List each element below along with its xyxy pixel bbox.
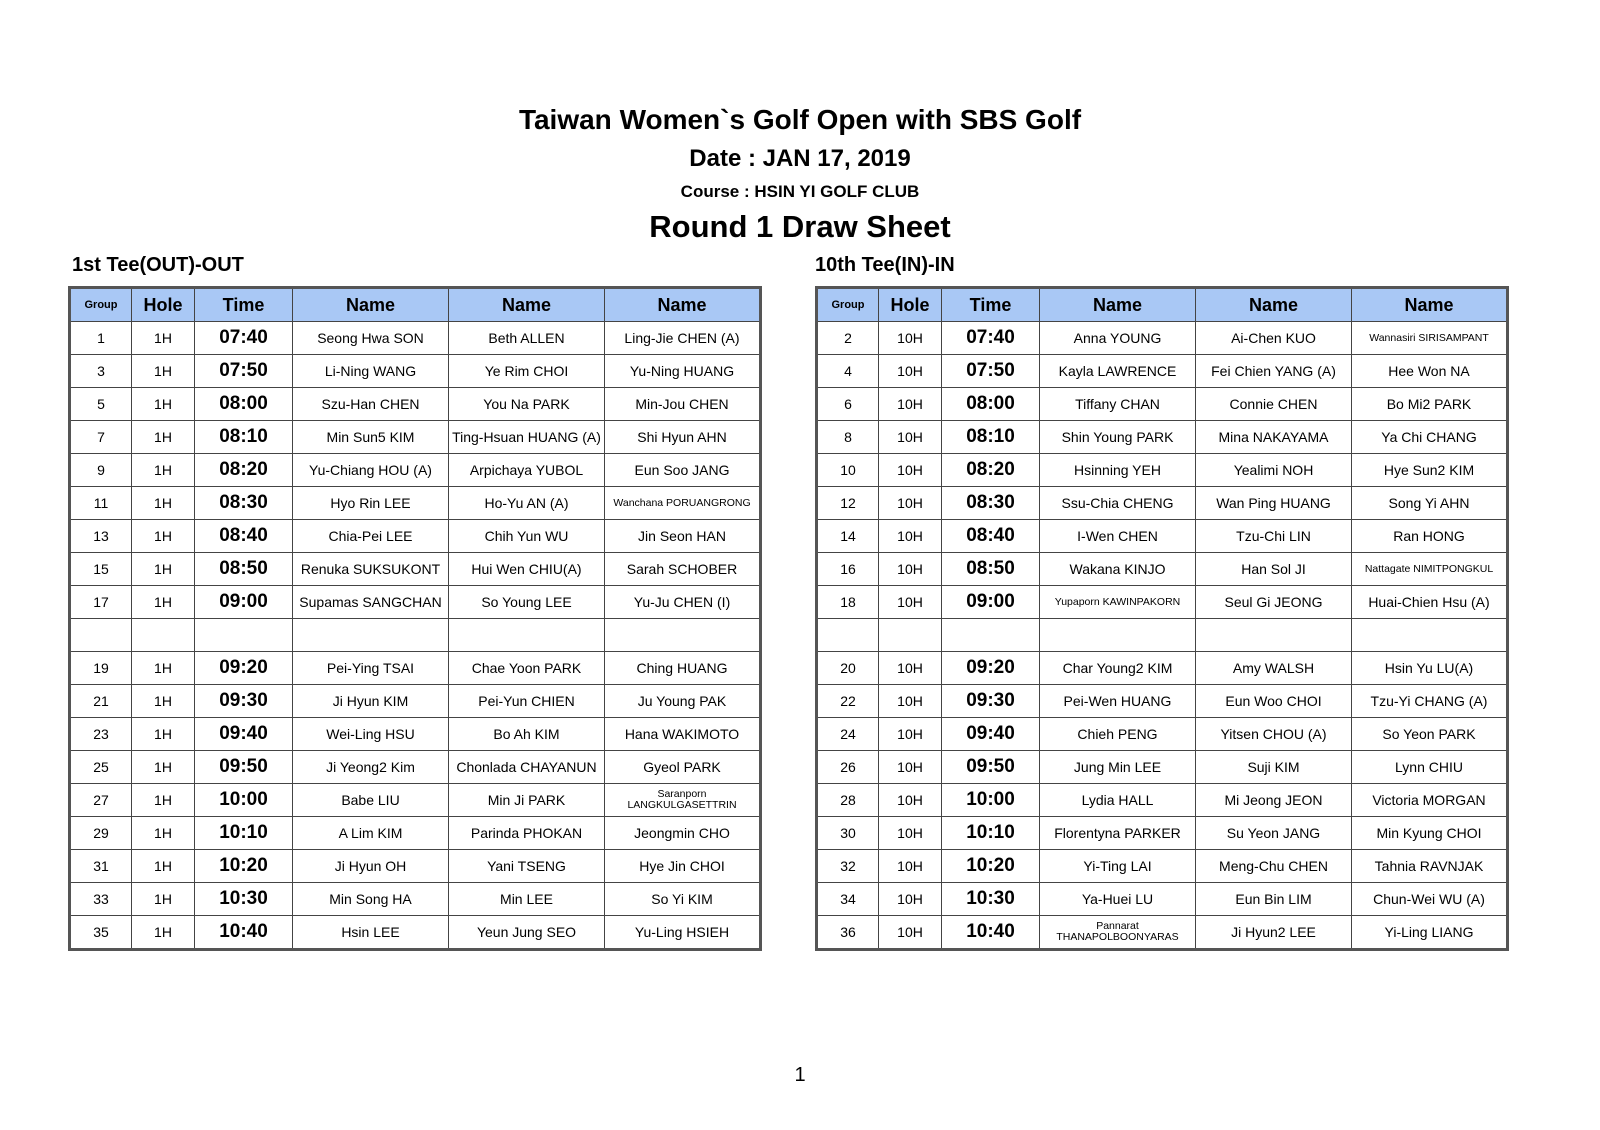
group-cell: 5 (70, 388, 132, 421)
player-name-cell: Yi-Ting LAI (1040, 850, 1196, 883)
player-name-cell: Yu-Ning HUANG (605, 355, 761, 388)
player-name-cell: Eun Soo JANG (605, 454, 761, 487)
header-name: Name (293, 288, 449, 322)
hole-cell: 10H (879, 916, 942, 950)
group-cell: 4 (817, 355, 879, 388)
player-name-cell: Ching HUANG (605, 652, 761, 685)
table-row (70, 454, 761, 487)
header-group: Group (70, 288, 132, 322)
table-row (817, 388, 1508, 421)
hole-cell: 10H (879, 388, 942, 421)
player-name-cell: Chonlada CHAYANUN (449, 751, 605, 784)
player-name-cell: So Young LEE (449, 586, 605, 619)
group-cell: 8 (817, 421, 879, 454)
player-name-cell: Lydia HALL (1040, 784, 1196, 817)
group-cell: 25 (70, 751, 132, 784)
empty-cell (70, 619, 132, 652)
table-row (70, 487, 761, 520)
group-cell: 19 (70, 652, 132, 685)
player-name-cell: Yani TSENG (449, 850, 605, 883)
table-row (70, 388, 761, 421)
player-name-cell: Ya Chi CHANG (1352, 421, 1508, 454)
group-cell: 32 (817, 850, 879, 883)
player-name-cell: Ting-Hsuan HUANG (A) (449, 421, 605, 454)
header-name: Name (1040, 288, 1196, 322)
player-name-cell: Hye Sun2 KIM (1352, 454, 1508, 487)
group-cell: 35 (70, 916, 132, 950)
player-name-cell: You Na PARK (449, 388, 605, 421)
tee-time-cell: 09:20 (942, 652, 1040, 685)
player-name-cell: Hui Wen CHIU(A) (449, 553, 605, 586)
player-name-cell: Bo Mi2 PARK (1352, 388, 1508, 421)
group-cell: 26 (817, 751, 879, 784)
empty-cell (817, 619, 879, 652)
tee-time-cell: 09:50 (195, 751, 293, 784)
player-name-cell: Florentyna PARKER (1040, 817, 1196, 850)
player-name-cell: Tahnia RAVNJAK (1352, 850, 1508, 883)
player-name-cell: Arpichaya YUBOL (449, 454, 605, 487)
player-name-cell: I-Wen CHEN (1040, 520, 1196, 553)
tee-time-cell: 08:10 (942, 421, 1040, 454)
player-name-cell: Li-Ning WANG (293, 355, 449, 388)
player-name-cell: Min Kyung CHOI (1352, 817, 1508, 850)
player-name-cell: Jung Min LEE (1040, 751, 1196, 784)
player-name-cell: Seong Hwa SON (293, 322, 449, 355)
group-cell: 9 (70, 454, 132, 487)
group-cell: 18 (817, 586, 879, 619)
table-row (70, 916, 761, 950)
header-name: Name (1196, 288, 1352, 322)
player-name-cell: Chun-Wei WU (A) (1352, 883, 1508, 916)
player-name-cell: Pei-Wen HUANG (1040, 685, 1196, 718)
player-name-cell: Min Ji PARK (449, 784, 605, 817)
draw-rows-out (70, 322, 761, 950)
table-row (817, 883, 1508, 916)
table-row (817, 685, 1508, 718)
group-cell: 10 (817, 454, 879, 487)
player-name-cell: Chia-Pei LEE (293, 520, 449, 553)
player-name-cell: Ran HONG (1352, 520, 1508, 553)
header-hole: Hole (132, 288, 195, 322)
tee-time-cell: 09:30 (942, 685, 1040, 718)
course-name: Course : HSIN YI GOLF CLUB (680, 182, 920, 201)
hole-cell: 10H (879, 718, 942, 751)
tee-time-cell: 09:20 (195, 652, 293, 685)
player-name-cell: Szu-Han CHEN (293, 388, 449, 421)
group-cell: 21 (70, 685, 132, 718)
player-name-cell: Kayla LAWRENCE (1040, 355, 1196, 388)
hole-cell: 10H (879, 850, 942, 883)
hole-cell: 10H (879, 817, 942, 850)
hole-cell: 1H (132, 652, 195, 685)
player-name-cell: Wei-Ling HSU (293, 718, 449, 751)
player-name-cell: Babe LIU (293, 784, 449, 817)
table-row (70, 652, 761, 685)
header-hole: Hole (879, 288, 942, 322)
group-cell: 31 (70, 850, 132, 883)
tee-time-cell: 10:00 (942, 784, 1040, 817)
tee-time-cell: 10:00 (195, 784, 293, 817)
hole-cell: 1H (132, 553, 195, 586)
player-name-cell: Parinda PHOKAN (449, 817, 605, 850)
player-name-cell: Ho-Yu AN (A) (449, 487, 605, 520)
empty-cell (132, 619, 195, 652)
tee-time-cell: 08:20 (942, 454, 1040, 487)
table-row (70, 850, 761, 883)
player-name-cell: Lynn CHIU (1352, 751, 1508, 784)
hole-cell: 1H (132, 784, 195, 817)
hole-cell: 10H (879, 322, 942, 355)
player-name-cell: Mina NAKAYAMA (1196, 421, 1352, 454)
hole-cell: 1H (132, 520, 195, 553)
group-cell: 36 (817, 916, 879, 950)
group-cell: 12 (817, 487, 879, 520)
player-name-cell: Hyo Rin LEE (293, 487, 449, 520)
player-name-cell: Tzu-Chi LIN (1196, 520, 1352, 553)
hole-cell: 10H (879, 784, 942, 817)
tee-time-cell: 10:30 (942, 883, 1040, 916)
table-row (817, 322, 1508, 355)
group-cell: 11 (70, 487, 132, 520)
tee-time-cell: 08:00 (195, 388, 293, 421)
page-number: 1 (794, 1064, 806, 1086)
table-row (817, 751, 1508, 784)
player-name-cell: Min-Jou CHEN (605, 388, 761, 421)
player-name-cell: Suji KIM (1196, 751, 1352, 784)
tee-time-cell: 07:40 (195, 322, 293, 355)
player-name-cell: Eun Bin LIM (1196, 883, 1352, 916)
tee-time-cell: 10:10 (195, 817, 293, 850)
draw-table-out (68, 286, 762, 951)
group-cell: 2 (817, 322, 879, 355)
player-name-cell: Yi-Ling LIANG (1352, 916, 1508, 950)
empty-cell (605, 619, 761, 652)
tee-time-cell: 09:40 (942, 718, 1040, 751)
tee-time-cell: 10:20 (942, 850, 1040, 883)
table-row (70, 421, 761, 454)
table-row (70, 355, 761, 388)
player-name-cell: Hye Jin CHOI (605, 850, 761, 883)
header-name: Name (449, 288, 605, 322)
header-name: Name (1352, 288, 1508, 322)
empty-cell (879, 619, 942, 652)
group-cell: 14 (817, 520, 879, 553)
table-row (70, 553, 761, 586)
player-name-cell: Huai-Chien Hsu (A) (1352, 586, 1508, 619)
table-row (70, 586, 761, 619)
tee-time-cell: 10:40 (942, 916, 1040, 950)
table-row (70, 817, 761, 850)
tee-time-cell: 07:50 (195, 355, 293, 388)
player-name-cell: Anna YOUNG (1040, 322, 1196, 355)
hole-cell: 1H (132, 850, 195, 883)
group-cell: 28 (817, 784, 879, 817)
hole-cell: 1H (132, 355, 195, 388)
player-name-cell: Yu-Ju CHEN (I) (605, 586, 761, 619)
group-cell: 22 (817, 685, 879, 718)
player-name-cell: Sarah SCHOBER (605, 553, 761, 586)
event-date: Date : JAN 17, 2019 (689, 145, 911, 172)
group-cell: 7 (70, 421, 132, 454)
player-name-cell: So Yeon PARK (1352, 718, 1508, 751)
tee-time-cell: 10:10 (942, 817, 1040, 850)
player-name-cell: Victoria MORGAN (1352, 784, 1508, 817)
table-row (70, 883, 761, 916)
hole-cell: 10H (879, 883, 942, 916)
spacer-row (817, 619, 1508, 652)
player-name-cell: Chih Yun WU (449, 520, 605, 553)
player-name-cell: Min Sun5 KIM (293, 421, 449, 454)
hole-cell: 1H (132, 388, 195, 421)
group-cell: 6 (817, 388, 879, 421)
hole-cell: 10H (879, 421, 942, 454)
player-name-cell: Wanchana PORUANGRONG (605, 487, 761, 520)
group-cell: 3 (70, 355, 132, 388)
player-name-cell: Ju Young PAK (605, 685, 761, 718)
player-name-cell: Wannasiri SIRISAMPANT (1352, 322, 1508, 355)
table-row (817, 553, 1508, 586)
header-time: Time (942, 288, 1040, 322)
empty-cell (1040, 619, 1196, 652)
tee-time-cell: 09:50 (942, 751, 1040, 784)
group-cell: 1 (70, 322, 132, 355)
player-name-cell: Seul Gi JEONG (1196, 586, 1352, 619)
player-name-cell: Hsin Yu LU(A) (1352, 652, 1508, 685)
player-name-cell: Meng-Chu CHEN (1196, 850, 1352, 883)
tee-time-cell: 08:10 (195, 421, 293, 454)
header-group: Group (817, 288, 879, 322)
document-title: Taiwan Women`s Golf Open with SBS Golf (518, 104, 1082, 135)
group-cell: 30 (817, 817, 879, 850)
table-row (70, 322, 761, 355)
player-name-cell: Fei Chien YANG (A) (1196, 355, 1352, 388)
player-name-cell: Su Yeon JANG (1196, 817, 1352, 850)
table-row (817, 784, 1508, 817)
empty-cell (1196, 619, 1352, 652)
group-cell: 33 (70, 883, 132, 916)
tee-time-cell: 08:00 (942, 388, 1040, 421)
player-name-cell: Mi Jeong JEON (1196, 784, 1352, 817)
tee-time-cell: 08:40 (942, 520, 1040, 553)
table-row (817, 916, 1508, 950)
tee-time-cell: 08:50 (942, 553, 1040, 586)
player-name-cell: Ji Hyun2 LEE (1196, 916, 1352, 950)
tee-time-cell: 09:30 (195, 685, 293, 718)
group-cell: 24 (817, 718, 879, 751)
player-name-cell: Hana WAKIMOTO (605, 718, 761, 751)
hole-cell: 10H (879, 751, 942, 784)
table-row (70, 718, 761, 751)
empty-cell (942, 619, 1040, 652)
player-name-cell: Hsin LEE (293, 916, 449, 950)
tee-time-cell: 10:40 (195, 916, 293, 950)
player-name-cell: Pei-Ying TSAI (293, 652, 449, 685)
player-name-cell: Ji Yeong2 Kim (293, 751, 449, 784)
tee-time-cell: 08:30 (195, 487, 293, 520)
header-time: Time (195, 288, 293, 322)
player-name-cell: Tiffany CHAN (1040, 388, 1196, 421)
tee-label-in: 10th Tee(IN)-IN (815, 254, 955, 276)
tee-time-cell: 10:20 (195, 850, 293, 883)
table-row (817, 355, 1508, 388)
group-cell: 27 (70, 784, 132, 817)
player-name-cell: Han Sol JI (1196, 553, 1352, 586)
tee-time-cell: 08:50 (195, 553, 293, 586)
player-name-cell: Saranporn LANGKULGASETTRIN (605, 784, 761, 817)
empty-cell (293, 619, 449, 652)
table-row (817, 454, 1508, 487)
player-name-cell: Shi Hyun AHN (605, 421, 761, 454)
player-name-cell: Tzu-Yi CHANG (A) (1352, 685, 1508, 718)
tee-time-cell: 07:40 (942, 322, 1040, 355)
empty-cell (1352, 619, 1508, 652)
player-name-cell: Eun Woo CHOI (1196, 685, 1352, 718)
player-name-cell: Renuka SUKSUKONT (293, 553, 449, 586)
empty-cell (195, 619, 293, 652)
group-cell: 34 (817, 883, 879, 916)
hole-cell: 1H (132, 817, 195, 850)
hole-cell: 10H (879, 685, 942, 718)
player-name-cell: Chae Yoon PARK (449, 652, 605, 685)
table-row (817, 652, 1508, 685)
spacer-row (70, 619, 761, 652)
player-name-cell: Ji Hyun OH (293, 850, 449, 883)
player-name-cell: Bo Ah KIM (449, 718, 605, 751)
tee-time-cell: 09:00 (942, 586, 1040, 619)
table-row (817, 421, 1508, 454)
player-name-cell: Song Yi AHN (1352, 487, 1508, 520)
tee-time-cell: 10:30 (195, 883, 293, 916)
tee-time-cell: 08:40 (195, 520, 293, 553)
group-cell: 16 (817, 553, 879, 586)
empty-cell (449, 619, 605, 652)
hole-cell: 10H (879, 487, 942, 520)
player-name-cell: Yeun Jung SEO (449, 916, 605, 950)
player-name-cell: Supamas SANGCHAN (293, 586, 449, 619)
round-title: Round 1 Draw Sheet (649, 209, 951, 244)
player-name-cell: Jeongmin CHO (605, 817, 761, 850)
player-name-cell: Char Young2 KIM (1040, 652, 1196, 685)
player-name-cell: Ji Hyun KIM (293, 685, 449, 718)
hole-cell: 1H (132, 883, 195, 916)
hole-cell: 1H (132, 487, 195, 520)
group-cell: 13 (70, 520, 132, 553)
tee-time-cell: 09:40 (195, 718, 293, 751)
player-name-cell: A Lim KIM (293, 817, 449, 850)
tee-time-cell: 07:50 (942, 355, 1040, 388)
player-name-cell: Pannarat THANAPOLBOONYARAS (1040, 916, 1196, 950)
table-row (817, 817, 1508, 850)
player-name-cell: Hsinning YEH (1040, 454, 1196, 487)
player-name-cell: Hee Won NA (1352, 355, 1508, 388)
hole-cell: 10H (879, 454, 942, 487)
table-row (817, 487, 1508, 520)
player-name-cell: Ling-Jie CHEN (A) (605, 322, 761, 355)
player-name-cell: Nattagate NIMITPONGKUL (1352, 553, 1508, 586)
player-name-cell: Yu-Chiang HOU (A) (293, 454, 449, 487)
hole-cell: 1H (132, 421, 195, 454)
draw-table-in (815, 286, 1509, 951)
hole-cell: 1H (132, 685, 195, 718)
table-row (70, 520, 761, 553)
hole-cell: 1H (132, 322, 195, 355)
group-cell: 23 (70, 718, 132, 751)
table-row (817, 520, 1508, 553)
group-cell: 29 (70, 817, 132, 850)
player-name-cell: Min Song HA (293, 883, 449, 916)
hole-cell: 1H (132, 718, 195, 751)
tee-label-out: 1st Tee(OUT)-OUT (72, 254, 244, 276)
draw-rows-in (817, 322, 1508, 950)
player-name-cell: Yu-Ling HSIEH (605, 916, 761, 950)
tee-time-cell: 09:00 (195, 586, 293, 619)
header-name: Name (605, 288, 761, 322)
hole-cell: 1H (132, 454, 195, 487)
player-name-cell: Pei-Yun CHIEN (449, 685, 605, 718)
player-name-cell: Ye Rim CHOI (449, 355, 605, 388)
tee-time-cell: 08:30 (942, 487, 1040, 520)
hole-cell: 1H (132, 751, 195, 784)
table-row (70, 784, 761, 817)
hole-cell: 10H (879, 355, 942, 388)
player-name-cell: Shin Young PARK (1040, 421, 1196, 454)
hole-cell: 10H (879, 652, 942, 685)
hole-cell: 10H (879, 586, 942, 619)
table-row (70, 685, 761, 718)
player-name-cell: Wakana KINJO (1040, 553, 1196, 586)
player-name-cell: Yitsen CHOU (A) (1196, 718, 1352, 751)
player-name-cell: Min LEE (449, 883, 605, 916)
hole-cell: 10H (879, 520, 942, 553)
player-name-cell: Gyeol PARK (605, 751, 761, 784)
player-name-cell: Yupaporn KAWINPAKORN (1040, 586, 1196, 619)
table-row (70, 751, 761, 784)
player-name-cell: Ssu-Chia CHENG (1040, 487, 1196, 520)
tee-time-cell: 08:20 (195, 454, 293, 487)
table-row (817, 586, 1508, 619)
player-name-cell: Wan Ping HUANG (1196, 487, 1352, 520)
hole-cell: 1H (132, 916, 195, 950)
player-name-cell: Ai-Chen KUO (1196, 322, 1352, 355)
player-name-cell: Amy WALSH (1196, 652, 1352, 685)
group-cell: 17 (70, 586, 132, 619)
player-name-cell: So Yi KIM (605, 883, 761, 916)
table-row (817, 850, 1508, 883)
player-name-cell: Beth ALLEN (449, 322, 605, 355)
player-name-cell: Jin Seon HAN (605, 520, 761, 553)
player-name-cell: Chieh PENG (1040, 718, 1196, 751)
player-name-cell: Connie CHEN (1196, 388, 1352, 421)
hole-cell: 1H (132, 586, 195, 619)
player-name-cell: Yealimi NOH (1196, 454, 1352, 487)
group-cell: 20 (817, 652, 879, 685)
table-row (817, 718, 1508, 751)
hole-cell: 10H (879, 553, 942, 586)
player-name-cell: Ya-Huei LU (1040, 883, 1196, 916)
group-cell: 15 (70, 553, 132, 586)
